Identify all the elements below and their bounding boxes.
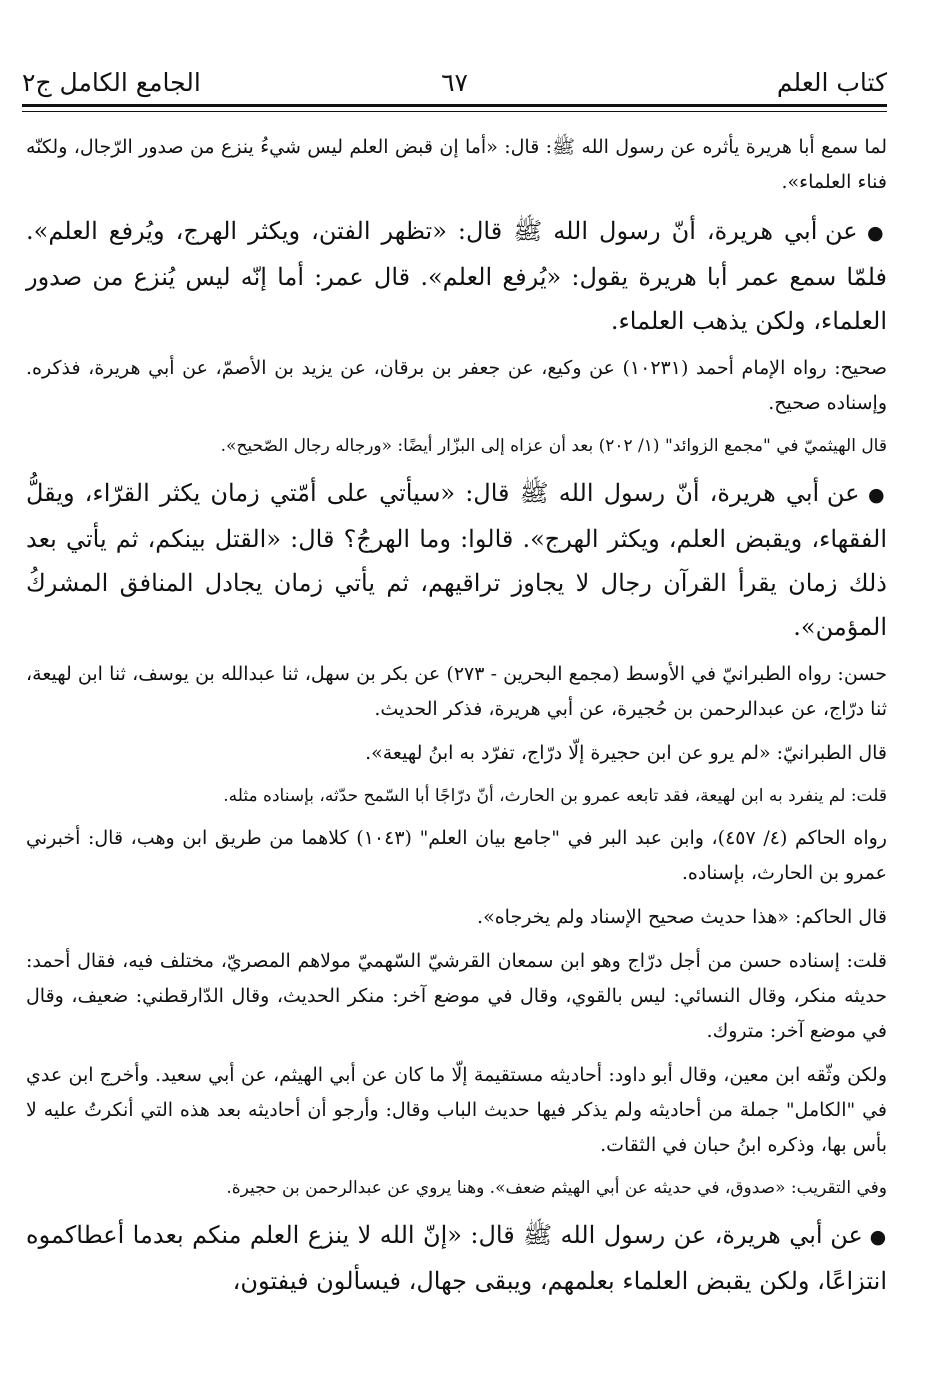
paragraph-text: قال الحاكم: «هذا حديث صحيح الإسناد ولم يخرجاه».	[477, 906, 887, 928]
hadith-paragraph	[26, 209, 887, 343]
paragraph-text: قال الهيثميّ في "مجمع الزوائد" (١/ ٢٠٢) بعد أن عزاه إلى البزّار أيضًا: «ورجاله رجال الصّحيح».	[220, 436, 887, 456]
bullet-icon: ●	[862, 1226, 887, 1248]
paragraph	[26, 351, 887, 421]
paragraph	[26, 736, 887, 771]
hadith-paragraph	[26, 1213, 887, 1303]
bullet-icon: ●	[857, 222, 887, 244]
paragraph	[26, 1058, 887, 1163]
paragraph-text: لما سمع أبا هريرة يأثره عن رسول الله ﷺ: قال: «أما إن قبض العلم ليس شيءُ ينزع من صدور الرّجال، ولكنّه فناء العلماء».	[26, 136, 887, 193]
bullet-icon: ●	[859, 484, 887, 506]
paragraph	[26, 130, 887, 200]
paragraph-text: رواه الحاكم (٤/ ٤٥٧)، وابن عبد البر في "جامع بيان العلم" (١٠٤٣) كلاهما من طريق ابن وهب، قال: أخبرني عمرو بن الحارث، بإسناده.	[26, 827, 887, 884]
header-rule-thick	[22, 104, 887, 107]
paragraph-text: حسن: رواه الطبرانيّ في الأوسط (مجمع البحرين - ٢٧٣) عن بكر بن سهل، ثنا عبدالله بن يوسف، ثنا ابن لهيعة، ثنا درّاج، عن عبدالرحمن بن حُجيرة، عن أبي هريرة، فذكر الحديث.	[26, 663, 887, 720]
hadith-paragraph	[26, 471, 887, 649]
book-title: كتاب العلم	[776, 68, 887, 97]
paragraph-text: قلت: إسناده حسن من أجل درّاج وهو ابن سمعان القرشيّ السّهميّ مولاهم المصريّ، مختلف فيه، فقال أحمد: حديثه منكر، وقال النسائي: ليس بالقوي، وقال في موضع آخر: منكر الحديث، وقال الدّارقطني: ضعيف، وقال في موضع آخر: متروك.	[26, 950, 887, 1042]
paragraph-text: عن أبي هريرة، أنّ رسول الله ﷺ قال: «تظهر الفتن، ويكثر الهرج، ويُرفع العلم». فلمّا سمع عمر أبا هريرة يقول: «يُرفع العلم». قال عمر: أما إنّه ليس يُنزع من صدور العلماء، ولكن يذهب العلماء.	[26, 217, 887, 335]
paragraph-text: عن أبي هريرة، عن رسول الله ﷺ قال: «إنّ الله لا ينزع العلم منكم بعدما أعطاكموه انتزاعًا، ولكن يقبض العلماء بعلمهم، ويبقى جهال، فيسألون فيفتون،	[26, 1221, 887, 1295]
paragraph	[26, 780, 887, 813]
paragraph-text: ولكن وثّقه ابن معين، وقال أبو داود: أحاديثه مستقيمة إلّا ما كان عن أبي الهيثم، عن أبي سعيد. وأخرج ابن عدي في "الكامل" جملة من أحاديثه ولم يذكر فيها حديث الباب وقال: وأرجو أن أحاديثه بعد هذه التي أنكرتُ عليه لا بأس بها، وذكره ابنُ حبان في الثقات.	[26, 1064, 887, 1156]
paragraph	[26, 657, 887, 727]
paragraph	[26, 430, 887, 463]
collection-title: الجامع الكامل ج٢	[22, 68, 201, 97]
paragraph	[26, 900, 887, 935]
page-header	[22, 62, 887, 102]
page-number: ٦٧	[441, 68, 468, 97]
paragraph-text: عن أبي هريرة، أنّ رسول الله ﷺ قال: «سيأتي على أمّتي زمان يكثر القرّاء، ويقلُّ الفقهاء، ويقبض العلم، ويكثر الهرج». قالوا: وما الهرجُ؟ قال: «القتل بينكم، ثم يأتي بعد ذلك زمان يقرأ القرآن رجال لا يجاوز تراقيهم، ثم يأتي زمان يجادل المنافق المشركُ المؤمن».	[26, 479, 888, 641]
header-rule-thin	[22, 111, 887, 112]
paragraph-text: قال الطبرانيّ: «لم يرو عن ابن حجيرة إلّا درّاج، تفرّد به ابنُ لهيعة».	[365, 742, 887, 764]
paragraph-text: وفي التقريب: «صدوق، في حديثه عن أبي الهيثم ضعف». وهنا يروي عن عبدالرحمن بن حجيرة.	[226, 1178, 887, 1198]
paragraph	[26, 1172, 887, 1205]
paragraph	[26, 821, 887, 891]
paragraph	[26, 944, 887, 1049]
paragraph-text: صحيح: رواه الإمام أحمد (١٠٢٣١) عن وكيع، عن جعفر بن برقان، عن يزيد بن الأصمّ، عن أبي هريرة، فذكره. وإسناده صحيح.	[26, 357, 887, 414]
paragraph-text: قلت: لم ينفرد به ابن لهيعة، فقد تابعه عمرو بن الحارث، أنّ درّاجًا أبا السّمح حدّثه، بإسناده مثله.	[223, 786, 887, 806]
page-body	[26, 130, 887, 1311]
